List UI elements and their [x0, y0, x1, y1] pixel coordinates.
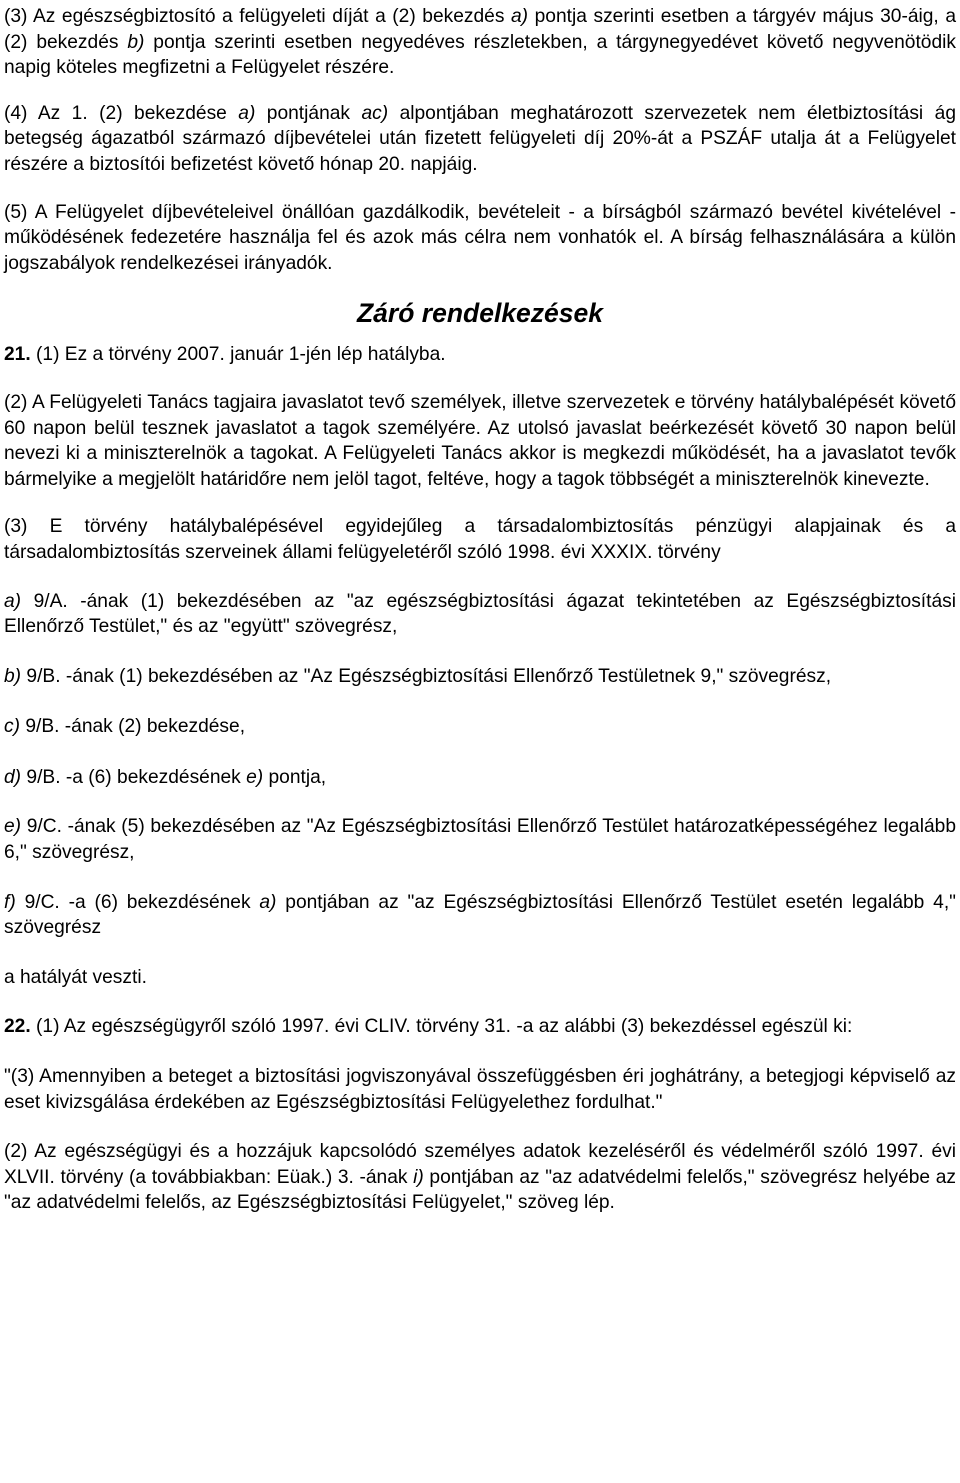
text-run: (1) Az egészségügyről szóló 1997. évi CLIV. törvény 31. -a az alábbi (3) bekezdéssel egészül ki:	[30, 1016, 853, 1038]
paragraph-3-fee-deadline	[4, 4, 956, 81]
text-run: f)	[4, 891, 16, 913]
text-run: (2) A Felügyeleti Tanács tagjaira javaslatot tevő személyek, illetve szervezetek e törvény hatálybalépését követő 60 napon belül tesznek javaslatot a tagok személyére. Az utolsó javaslat beérkezését követő 30 napon belül nevezi ki a miniszterelnök a tagokat. A Felügyeleti Tanács akkor is megkezdi működését, ha a javaslatot tevők bármelyike a megjelölt határidőre nem jelöl tagot, feltéve, hogy a tagok többségét a miniszterelnök kinevezte.	[4, 391, 956, 490]
text-run: e)	[246, 766, 264, 788]
text-run: c)	[4, 716, 20, 738]
section-22-paragraph-1	[4, 1014, 956, 1040]
quoted-amendment	[4, 1064, 956, 1115]
text-run: 22.	[4, 1016, 31, 1038]
repeal-clause	[4, 965, 956, 991]
list-item-c	[4, 714, 956, 740]
section-21-paragraph-3	[4, 514, 956, 565]
list-item-e	[4, 814, 956, 865]
text-run: "(3) Amennyiben a beteget a biztosítási jogviszonyával összefüggésben éri joghátrány, a betegjogi képviselő az eset kivizsgálása érdekében az Egészségbiztosítási Felügyelethez fordulhat."	[4, 1066, 956, 1113]
text-run: 9/B. -ának (2) bekezdése,	[19, 716, 246, 738]
text-run: i)	[413, 1166, 424, 1188]
text-run: (4) Az 1. (2) bekezdése	[4, 102, 239, 124]
text-run: (1) Ez a törvény 2007. január 1-jén lép hatályba.	[30, 344, 446, 366]
text-run: a)	[4, 590, 22, 612]
text-run: 21.	[4, 344, 31, 366]
paragraph-4-pszaf-transfer	[4, 101, 956, 178]
list-item-a	[4, 589, 956, 640]
text-run: 9/B. -a (6) bekezdésének	[21, 766, 247, 788]
paragraph-5-revenue-management	[4, 200, 956, 277]
text-run: alpontjában meghatározott szervezetek nem életbiztosítási ág betegség ágazatból származó díjbevételei után fizetett felügyeleti díj 20%-át a PSZÁF utalja át a Felügyelet részére a biztosítói befizetést követő hónap 20. napjáig.	[4, 102, 956, 175]
text-run: b)	[127, 31, 145, 53]
text-run: 9/B. -ának (1) bekezdésében az "Az Egészségbiztosítási Ellenőrző Testületnek 9," szövegrész,	[21, 665, 832, 687]
list-item-b	[4, 664, 956, 690]
text-run: b)	[4, 665, 22, 687]
section-21-paragraph-2	[4, 390, 956, 492]
text-run: d)	[4, 766, 22, 788]
text-run: pontja,	[263, 766, 327, 788]
section-heading-text: Záró rendelkezések	[357, 298, 603, 329]
section-22-paragraph-2	[4, 1139, 956, 1216]
list-item-d	[4, 765, 956, 791]
text-run: a)	[511, 6, 529, 27]
text-run: e)	[4, 816, 22, 838]
text-run: pontjának	[255, 102, 362, 124]
text-run: 9/A. -ának (1) bekezdésében az "az egészségbiztosítási ágazat tekintetében az Egészségbiztosítási Ellenőrző Testület," és az "együtt" szövegrész,	[4, 590, 956, 638]
text-run: 9/C. -ának (5) bekezdésében az "Az Egészségbiztosítási Ellenőrző Testület határozatképességéhez legalább 6," szövegrész,	[4, 816, 956, 864]
text-run: (2) Az egészségügyi és a hozzájuk kapcsolódó személyes adatok kezeléséről és védelméről szóló 1997. évi XLVII. törvény (a továbbiakban: Eüak.) 3. -ának	[4, 1141, 956, 1188]
text-run: a hatályát veszti.	[4, 966, 147, 988]
text-run: pontjában az "az Egészségbiztosítási Ellenőrző Testület esetén legalább 4," szövegrész	[4, 891, 956, 939]
section-21-paragraph-1	[4, 342, 956, 368]
text-run: ac)	[361, 102, 389, 124]
text-run: (3) Az egészségbiztosító a felügyeleti díját a (2) bekezdés	[4, 6, 512, 27]
list-item-f	[4, 890, 956, 941]
text-run: pontja szerinti esetben negyedéves részletekben, a tárgynegyedévet követő negyvenötödik napig köteles megfizetni a Felügyelet részére.	[4, 31, 956, 79]
text-run: a)	[238, 102, 256, 124]
text-run: (5) A Felügyelet díjbevételeivel önállóan gazdálkodik, bevételeit - a bírságból származó bevétel kivételével - működésének fedezetére használja fel és azok más célra nem vonhatók el. A bírság felhasználására a külön jogszabályok rendelkezései irányadók.	[4, 201, 956, 274]
text-run: pontjában az "az adatvédelmi felelős," szövegrész helyébe az "az adatvédelmi felelős, az Egészségbiztosítási Felügyelet," szöveg lép.	[4, 1166, 956, 1214]
text-run: 9/C. -a (6) bekezdésének	[15, 891, 260, 913]
text-run: pontja szerinti esetben a tárgyév május 30-áig, a (2) bekezdés	[4, 6, 956, 53]
text-run: (3) E törvény hatálybalépésével egyidejűleg a társadalombiztosítás pénzügyi alapjainak és a társadalombiztosítás szerveinek állami felügyeletéről szóló 1998. évi XXXIX. törvény	[4, 516, 956, 563]
section-heading	[4, 296, 956, 330]
text-run: a)	[259, 891, 277, 913]
